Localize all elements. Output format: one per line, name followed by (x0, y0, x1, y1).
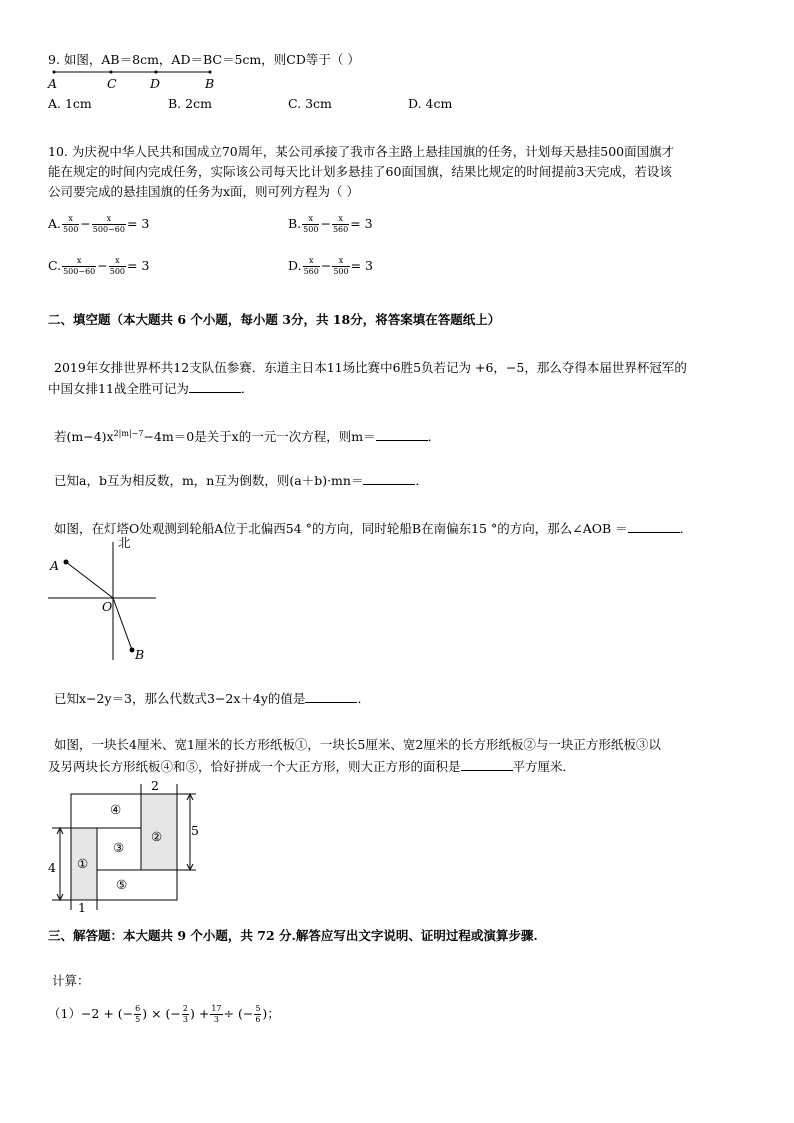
fraction: $\frac{x}{560}$ (303, 256, 319, 276)
q10-option-b[interactable] (288, 214, 373, 235)
point-a-label: A (50, 558, 60, 573)
f1-text: 中国女排11战全胜可记为 (48, 381, 189, 396)
f6-unit-text: 平方厘米． (512, 759, 576, 774)
fraction: $\frac{x}{500}$ (333, 256, 349, 276)
fraction: $\frac{x}{500-60}$ (63, 256, 96, 276)
north-label: 北 (118, 535, 131, 550)
section3-heading: 三、解答题：本大题共 9 个小题，共 72 分.解答应写出文字说明、证明过程或演算步骤. (48, 928, 538, 943)
q9-point-d: D (150, 76, 161, 91)
f6-line1: 如图，一块长4厘米、宽1厘米的长方形纸板①，一块长5厘米、宽2厘米的长方形纸板②与一块正方形纸板③以 (54, 737, 661, 752)
f5-text: 已知x−2y＝3，那么代数式3−2x＋4y的值是 (54, 691, 306, 706)
section2-heading: 二、填空题（本大题共 6 个小题，每小题 3分，共 18分，将答案填在答题纸上） (48, 312, 501, 327)
period: ． (427, 429, 441, 445)
q10-option-a[interactable] (48, 214, 149, 235)
piece-1-label: ① (77, 856, 89, 871)
part-index: （1） (48, 1006, 81, 1021)
fraction: $\frac{x}{500}$ (109, 256, 126, 276)
expr-text: )； (262, 1006, 280, 1021)
minus-sign: − (320, 258, 332, 273)
dimension-5-label: 5 (191, 823, 199, 838)
option-label: C. (48, 258, 62, 273)
f3-line (54, 472, 428, 489)
equation-rhs: = 3 (126, 216, 150, 231)
q9-segment-figure (44, 66, 224, 96)
answer-blank[interactable] (628, 520, 680, 533)
f1-line1: 2019年女排世界杯共12支队伍参赛．东道主日本11场比赛中6胜5负若记为 +6，−5，那么夺得本届世界杯冠军的 (54, 360, 687, 375)
q9-option-d[interactable]: D. 4cm (408, 96, 453, 111)
equation-rhs: = 3 (127, 258, 150, 273)
calc-part-1 (48, 1004, 280, 1025)
option-label: A. (48, 216, 62, 231)
q10-option-c[interactable] (48, 256, 149, 277)
piece-4-label: ④ (110, 802, 122, 817)
q9-point-c: C (107, 76, 117, 91)
q9-point-a: A (48, 76, 58, 91)
q10-line3: 公司要完成的悬挂国旗的任务为x面，则可列方程为（ ） (48, 184, 360, 199)
minus-sign: − (80, 216, 91, 231)
answer-blank[interactable] (189, 380, 241, 393)
piece-2-label: ② (151, 829, 163, 844)
f4-text: 如图，在灯塔O处观测到轮船A位于北偏西54 °的方向，同时轮船B在南偏东15 °的方向，那么∠AOB ＝ (54, 521, 628, 536)
q9-stem: 9. 如图，AB＝8cm，AD＝BC＝5cm，则CD等于（ ） (48, 52, 360, 67)
f6-line2 (48, 758, 575, 775)
minus-sign: − (320, 216, 331, 231)
fraction: $\frac{2}{3}$ (182, 1004, 188, 1024)
option-label: B. (288, 216, 302, 231)
minus-sign: − (97, 258, 108, 273)
q9-option-b[interactable]: B. 2cm (168, 96, 212, 111)
answer-blank[interactable] (376, 428, 428, 441)
answer-blank[interactable] (363, 472, 415, 485)
period: ． (240, 381, 254, 396)
fraction: $\frac{17}{3}$ (211, 1004, 222, 1024)
point-o-label: O (102, 599, 113, 614)
point-b-label: B (135, 647, 145, 662)
expr-text: ) × (− (142, 1006, 181, 1021)
f1-line2 (48, 380, 253, 397)
period: ． (679, 521, 693, 536)
period: ． (357, 691, 370, 706)
piece-3-label: ③ (113, 840, 125, 855)
answer-blank[interactable] (305, 690, 357, 703)
q10-option-d[interactable] (288, 256, 373, 277)
equation-rhs: = 3 (350, 216, 373, 231)
period: ． (415, 473, 428, 488)
fraction: $\frac{x}{500-60}$ (92, 214, 125, 234)
expr-text: ) + (190, 1006, 210, 1021)
f6-text: 及另两块长方形纸板④和⑤，恰好拼成一个大正方形，则大正方形的面积是 (48, 759, 461, 774)
equation-rhs: = 3 (350, 258, 374, 273)
q9-option-c[interactable]: C. 3cm (288, 96, 332, 111)
square-puzzle-figure (40, 780, 210, 915)
dimension-2-label: 2 (151, 778, 159, 793)
exponent: 2|m|−7 (113, 429, 144, 438)
expr-text: ÷ (− (223, 1006, 254, 1021)
f5-line (54, 690, 370, 707)
dimension-4-label: 4 (48, 860, 56, 875)
q10-line1: 10. 为庆祝中华人民共和国成立70周年，某公司承接了我市各主路上悬挂国旗的任务，计划每天悬挂500面国旗才 (48, 144, 675, 159)
f3-text: 已知a，b互为相反数，m，n互为倒数，则(a＋b)·mn＝ (54, 473, 364, 488)
answer-blank[interactable] (461, 758, 513, 771)
piece-5-label: ⑤ (116, 877, 128, 892)
f4-line (54, 520, 692, 537)
f2-line (54, 426, 440, 445)
fraction: $\frac{x}{500}$ (63, 214, 79, 234)
dimension-1-label: 1 (78, 900, 86, 915)
fraction: $\frac{x}{560}$ (332, 214, 349, 234)
q9-option-a[interactable]: A. 1cm (48, 96, 92, 111)
expr-text: −2 + (− (80, 1006, 134, 1021)
q10-line2: 能在规定的时间内完成任务，实际该公司每天比计划多悬挂了60面国旗，结果比规定的时间提前3天完成，若设该 (48, 164, 672, 179)
q9-point-b: B (205, 76, 215, 91)
option-label: D. (288, 258, 302, 273)
f2-text: −4m＝0是关于x的一元一次方程，则m＝ (143, 429, 376, 445)
fraction: $\frac{6}{5}$ (135, 1004, 141, 1024)
fraction: $\frac{x}{500}$ (303, 214, 319, 234)
calc-label: 计算： (52, 973, 90, 988)
f2-text: 若(m−4)x (54, 429, 114, 445)
fraction: $\frac{5}{6}$ (255, 1004, 261, 1024)
